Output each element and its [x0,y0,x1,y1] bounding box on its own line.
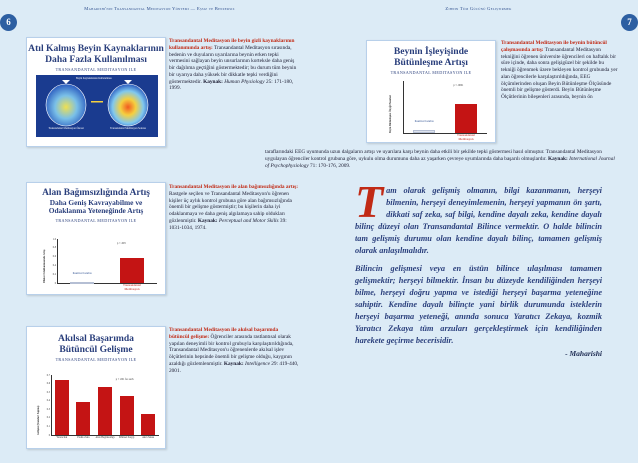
chart-1-ytick: 0.2 [52,272,56,276]
right-page [265,0,638,463]
chart-2-x-label: Pratik Zeka [77,435,90,439]
brain-resources-ref-label: Kaynak: [203,78,223,85]
mental-performance-ref-label: Kaynak: [223,360,244,367]
chart-2-ytick: 0.2 [46,416,50,420]
field-independence-title-1: Alan Bağımsızlığında Artış [42,188,150,198]
chart-2-x-label: Zihinsel Kaygı [118,435,135,439]
right-running-header: Zihnin Tüm Gücünü Geliştirmek [445,6,512,11]
quote-para1-text: am olarak gelişmiş olmanın, bilgi kazanmanın, herşeyi bilmenin, herşeyi deneyimlemenin, herşeyi yapmanın ön şartı, dikkati saf zeka, saf bilgi, kendine dayalı zeka, kendine dayalı bilinç düzeyi olan Transandantal Bilince vermektir. O halde bilincin tam gelişmiş durumu olan kendine dayalı bilinç, tamamen gelişmiş olarak anlaşılmalıdır. [355,186,602,256]
quote-author: - Maharishi [565,349,602,359]
brain-resources-card [26,37,166,147]
quote-paragraph-1 [355,176,602,257]
brain-integration-body-narrow: Transandantal Meditasyon tekniğini öğrenen üniversite öğrencileri on haftalık bir süre içinde, daha sonra gelişigüzel bir şekilde bu tekniği öğrenmek üzere bekleyen kontrol grubunda yer alan öğrencilerle karşılaştırıldığında, EEG ölçümlerinden oluşan Beyin Bütünleşme Ölçüsünde önemli bir gelişme gösterdi. Beyin Bütünleşme Ölçütlerinin bileşenleri arasında, beynin ön [501,46,618,101]
chart-2-x-label: Alan Bağımsızlığı [95,435,115,439]
chart-3-ylabel: Beyin Bütünleşme Ölçeği Puanları [389,94,392,133]
brain-integration-title-1: Beynin İşleyişinde [393,46,469,57]
brain-resources-title-1: Atıl Kalmış Beyin Kaynaklarının [28,43,164,54]
chart-2-ytick: 0.4 [46,399,50,403]
chart-2-x-label: Yaratıcılık [56,435,68,439]
chart-1-pvalue: p < .003 [117,242,126,245]
brain-caption-before: Transandantal Meditasyon Öncesi [48,127,84,130]
brain-resources-lead: Transandantal Meditasyon ile beyin gizli kaynaklarının kullanımında artış: [169,38,295,51]
brain-integration-ref-label: Kaynak: [548,155,568,162]
chart-1-ytick: 0.4 [52,263,56,267]
quote-dropcap: T [355,176,384,227]
chart-3-bar [413,130,435,133]
chart-2-bar [120,396,134,435]
brain-integration-card [366,40,496,143]
field-independence-chart [27,231,167,293]
field-independence-title-3: Odaklanma Yeteneğinde Artış [48,206,144,216]
chart-1-ytick: 0.8 [52,246,56,250]
brain-integration-body-wide: taraflarındaki EEG uyumunda uzun dalgaların artışı ve uyarılara karşı beynin daha etkili bir şekilde tepki göstermesi hasıl olmuştur. Transandantal Meditasyon uygulayan öğrenciler kontrol grubuna göre, uykulu olma durumunu daha az yaşarken çevreye uyumlarında daha başarılı olmuşlardır. [265,149,602,162]
mental-performance-lead: Transandantal Meditasyon ile akılsal başarımda bütüncül gelişme: [169,327,279,340]
chart-3-y-axis [403,81,404,133]
brain-resources-text [169,38,299,92]
chart-2-y-axis [51,375,52,435]
field-independence-ref-rest: 39: 1031-1034, 1974. [169,217,287,231]
brain-caption-after: Transandantal Meditasyon Sonrası [110,127,146,130]
chart-2-ytick: 0.6 [46,382,50,386]
maharishi-quote [355,176,602,359]
brain-resources-title-2: Daha Fazla Kullanılması [45,54,147,66]
mental-performance-title-2: Bütüncül Gelişme [59,344,133,356]
left-running-header: Maharishi'nin Transandantal Meditasyon Yöntemi — Eşsiz ve Benzersiz [84,6,235,11]
left-page-number: 6 [0,14,17,31]
brain-resources-body: Transandantal Meditasyon sırasında, bedenin ve duyuların uyarılarına beynin erken tepki vermesini sağlayan beyin unsurlarının korteksle daha geniş bir dağılıma geçtiğini göstermektedir; bu durum tüm beynin bir uyarıya daha yüksek bir dikkatle tepki verdiğini göstermektedir. [169,44,297,85]
field-independence-title-2: Daha Geniş Kavrayabilme ve [49,197,143,207]
brain-image [36,75,158,137]
chart-3-bar-label: Kontrol Grubu [414,119,434,123]
brain-integration-text-wide [265,149,619,169]
brain-integration-text-narrow [501,40,619,101]
brain-integration-ref-rest: 71: 170-176, 2009. [308,162,351,169]
field-independence-ref-label: Kaynak: [197,217,218,224]
quote-paragraph-2: Bilincin gelişmesi veya en üstün bilince ulaşılması tamamen gelişmektir; herşeyi bilmektir. İnsan bu düzeyde kendiliğinden herşeyi bilme, herşeyi doğru yapma ve istediği herşeyi başarma yeteneğine sahiptir. Kendine dayalı bilinçte yani birlik durumunda isteklerin herşeyi başarma yeteneği, anında sonuca Yaratıcı Zekaya, kozmik Yaratıcı Zekaya tüm arzuları gerçekleştirmek için kendiliğinden harekete geçirme becerisidir. [355,264,602,346]
chart-1-bar-label: Transandantal Meditasyon [123,283,141,291]
mental-performance-body: Öğrenciler arasında rastlantısal olarak yapılan deneyimli bir kontrol grubuyla karşılaştırıldığında, Transandantal Meditasyon'u öğrenenlerde akılsal işlev ölçütlerinin hepsinde önemli bir gelişme olduğu, kaygının azaldığı gözlemlenmiştir. [169,333,294,367]
field-independence-ref-journal: Perceptual and Motor Skills [218,217,279,224]
chart-3-pvalue: p < .0001 [453,84,464,87]
mental-performance-ref-journal: Intelligence [244,360,270,367]
chart-2-pvalue: p < .001 for each [115,378,134,381]
chart-2-bar [98,387,112,435]
chart-2-bar [76,402,90,435]
mental-performance-title-1: Akılsal Başarımda [58,333,134,344]
chart-2-ytick: 0.1 [46,424,50,428]
chart-2-ytick: 0.5 [46,390,50,394]
chart-1-bar [70,282,94,284]
chart-1-y-axis [57,239,58,283]
brain-integration-subtitle: TRANSANDANTAL MEDITASYON ILE [390,70,472,76]
brain-integration-ref-journal: International Journal of Psychophysiology [265,155,615,169]
brain-resources-ref-rest: 25: 171-180, 1999. [169,78,294,92]
right-page-number: 7 [621,14,638,31]
chart-1-ytick: 1.0 [52,237,56,241]
brain-image-top-label: Beyin Kaynaklarının Kullanılması [76,77,112,80]
chart-2-ylabel: Gelişme (Standart Sapma) [37,405,40,435]
chart-3-bar [455,104,477,133]
mental-performance-ref-rest: 29: 419-440, 2001. [169,360,299,374]
chart-2-bar [141,414,155,435]
chart-2-bar [55,380,69,435]
brain-integration-title-2: Bütünleşme Artışı [394,57,468,69]
mental-performance-subtitle: TRANSANDANTAL MEDITASYON ILE [55,357,137,363]
chart-2-ytick: 0 [48,433,50,437]
mental-performance-chart [27,365,167,447]
mental-performance-text [169,327,299,374]
brain-integration-lead: Transandantal Meditasyon ile beynin bütüncül çalışmasında artış: [501,40,607,53]
chart-2-ytick: 0.7 [46,373,50,377]
chart-2-ytick: 0.3 [46,407,50,411]
field-independence-lead: Transandantal Meditasyon ile alan bağımsızlığında artış: [169,184,298,190]
field-independence-body: Rastgele seçilen ve Transandantal Meditasyon'u öğrenen kişiler üç aylık kontrol grubuna göre alan bağımsızlığında önemli bir gelişme göstermiştir; bu kişilerin daha iyi odaklanmaya ve daha geniş algılamaya sahip oldukları gözlenmiştir. [169,190,292,224]
chart-2-x-label: Akıl Zekası [142,435,155,439]
field-independence-text [169,184,299,231]
field-independence-card [26,182,166,295]
chart-1-ytick: 0.6 [52,255,56,259]
brain-resources-ref-journal: Human Physiology [224,78,265,85]
mental-performance-card [26,326,166,449]
chart-3-bar-label: Transandantal Meditasyon [457,133,475,141]
field-independence-subtitle: TRANSANDANTAL MEDITASYON ILE [55,217,137,223]
brain-resources-subtitle: TRANSANDANTAL MEDITASYON ILE [55,67,137,73]
chart-1-bar-label: Kontrol Grubu [72,271,92,275]
chart-1-bar [120,258,144,283]
brain-integration-chart [367,77,497,141]
chart-1-ylabel: Dikkat Odaklanmasında Artış [43,249,46,283]
chart-1-ytick: 0 [54,281,56,285]
